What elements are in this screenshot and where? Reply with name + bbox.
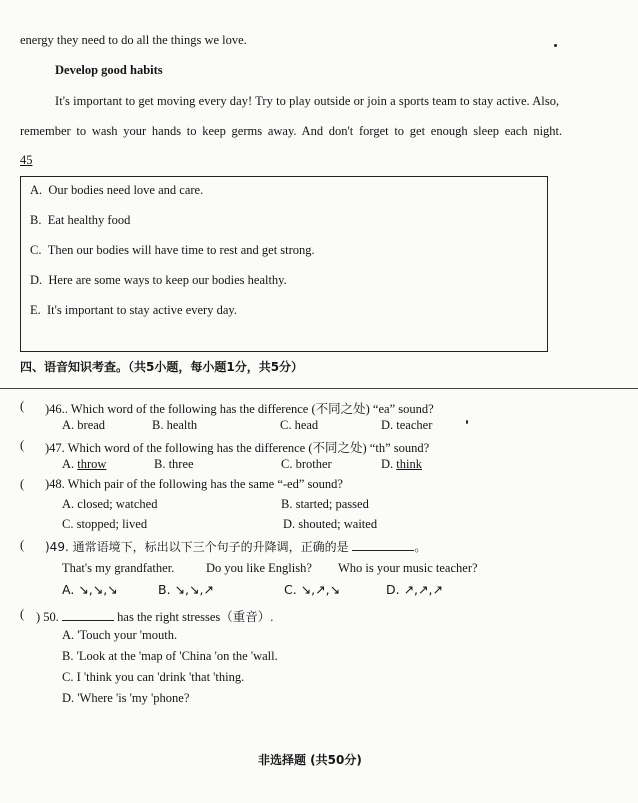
q49-sentence-1: That's my grandfather. — [62, 561, 175, 575]
speck — [466, 420, 468, 424]
option-b: B. Eat healthy food — [30, 213, 131, 227]
option-c: C. Then our bodies will have time to rest and get strong. — [30, 243, 315, 257]
q49-sentence-3: Who is your music teacher? — [338, 561, 478, 575]
q48-option-c: C. stopped; lived — [62, 517, 148, 531]
q50-answer-paren[interactable]: ( — [20, 607, 25, 621]
option-d: D. Here are some ways to keep our bodies healthy. — [30, 273, 287, 287]
q50-option-a: A. 'Touch your 'mouth. — [62, 628, 178, 642]
q47-answer-paren[interactable]: ( — [20, 438, 25, 452]
section-4-title: 四、语音知识考查。（共5小题，每小题1分，共5分） — [20, 360, 304, 374]
q46-option-d: D. teacher — [381, 418, 433, 432]
q47-option-b: B. three — [154, 457, 194, 471]
q49-answer-paren[interactable]: ( — [20, 538, 25, 552]
q49-option-b: B. ↘,↘,↗ — [158, 582, 214, 597]
q47-stem: )47. Which word of the following has the difference (不同之处) “th” sound? — [45, 441, 430, 455]
option-e: E. It's important to stay active every day. — [30, 303, 237, 317]
q47-option-d: D. think — [381, 457, 422, 471]
speck — [554, 44, 557, 47]
q48-option-b: B. started; passed — [281, 497, 369, 511]
q46-answer-paren[interactable]: ( — [20, 399, 25, 413]
section-heading: Develop good habits — [55, 63, 163, 77]
options-box — [20, 176, 548, 352]
q49-sentence-2: Do you like English? — [206, 561, 312, 575]
q50-option-d: D. 'Where 'is 'my 'phone? — [62, 691, 190, 705]
q47-option-c: C. brother — [281, 457, 332, 471]
q49-option-d: D. ↗,↗,↗ — [386, 582, 443, 597]
paragraph-line: remember to wash your hands to keep germs away. And don't forget to get enough sleep each night. — [20, 124, 563, 138]
q46-stem: )46.. Which word of the following has the difference (不同之处) “ea” sound? — [45, 402, 434, 416]
q50-option-b: B. 'Look at the 'map of 'China 'on the 'wall. — [62, 649, 278, 663]
q46-option-c: C. head — [280, 418, 319, 432]
q49-option-c: C. ↘,↗,↘ — [284, 582, 341, 597]
q49-answer-blank[interactable] — [352, 538, 414, 551]
option-a: A. Our bodies need love and care. — [30, 183, 204, 197]
q47-option-a: A. throw — [62, 457, 107, 471]
paragraph-line: It's important to get moving every day! Try to play outside or join a sports team to stay active. Also, — [55, 94, 560, 108]
q49-stem: )49. 通常语境下，标出以下三个句子的升降调，正确的是 。 — [45, 540, 427, 554]
q48-answer-paren[interactable]: ( — [20, 477, 25, 491]
q50-answer-blank[interactable] — [62, 608, 114, 621]
answer-blank-45[interactable]: 45 — [20, 153, 33, 167]
q50-stem: ) 50. has the right stresses（重音）. — [36, 610, 274, 624]
q46-option-a: A. bread — [62, 418, 106, 432]
passage-line: energy they need to do all the things we love. — [20, 33, 247, 47]
q50-option-c: C. I 'think you can 'drink 'that 'thing. — [62, 670, 245, 684]
q48-option-d: D. shouted; waited — [283, 517, 378, 531]
q49-option-a: A. ↘,↘,↘ — [62, 582, 118, 597]
q48-option-a: A. closed; watched — [62, 497, 158, 511]
section-footer-title: 非选择题 (共50分) — [258, 753, 362, 767]
q46-option-b: B. health — [152, 418, 198, 432]
q48-stem: )48. Which pair of the following has the same “-ed” sound? — [45, 477, 343, 491]
divider — [0, 388, 638, 389]
